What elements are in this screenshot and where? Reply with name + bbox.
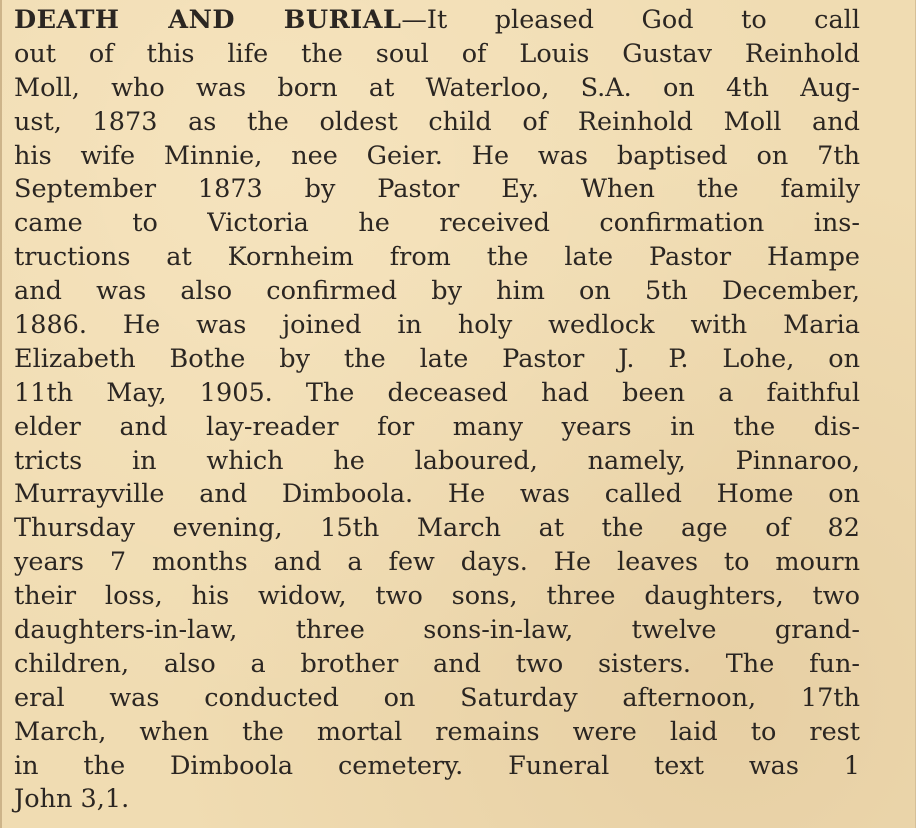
article-line-6: September 1873 by Pastor Ey. When the family: [14, 174, 860, 205]
article-line-11: Elizabeth Bothe by the late Pastor J. P. Lohe, on: [14, 343, 860, 374]
article-line-1-text: —It pleased God to call: [401, 5, 860, 35]
article-line-22: March, when the mortal remains were laid to rest: [14, 716, 860, 747]
article-line-4: ust, 1873 as the oldest child of Reinhold Moll and: [14, 106, 860, 137]
article-line-12: 11th May, 1905. The deceased had been a faithful: [14, 377, 860, 408]
article-line-13: elder and lay-reader for many years in the dis-: [14, 411, 860, 442]
article-line-21: eral was conducted on Saturday afternoon, 17th: [14, 682, 860, 713]
article-line-15: Murrayville and Dimboola. He was called Home on: [14, 479, 860, 510]
article-line-16: Thursday evening, 15th March at the age of 82: [14, 513, 860, 544]
article-line-3: Moll, who was born at Waterloo, S.A. on 4th Aug-: [14, 72, 860, 103]
article-line-7: came to Victoria he received confirmation ins-: [14, 208, 860, 239]
article-line-1: [2, 4, 916, 38]
article-line-18: their loss, his widow, two sons, three daughters, two: [14, 581, 860, 612]
article-line-10: 1886. He was joined in holy wedlock with Maria: [14, 310, 860, 341]
article-line-9: and was also confirmed by him on 5th December,: [14, 276, 860, 307]
article-heading: DEATH AND BURIAL: [14, 5, 402, 35]
article-line-23: in the Dimboola cemetery. Funeral text was 1: [14, 750, 860, 781]
article-line-5: his wife Minnie, nee Geier. He was baptised on 7th: [14, 140, 860, 171]
article-line-19: daughters-in-law, three sons-in-law, twelve grand-: [14, 615, 860, 646]
article-line-14: tricts in which he laboured, namely, Pinnaroo,: [14, 445, 860, 476]
article-line-17: years 7 months and a few days. He leaves to mourn: [14, 547, 860, 578]
obituary-article: [2, 0, 916, 817]
article-line-24: John 3,1.: [14, 784, 130, 815]
article-line-2: out of this life the soul of Louis Gustav Reinhold: [14, 38, 860, 69]
article-line-8: tructions at Kornheim from the late Pastor Hampe: [14, 242, 860, 273]
article-line-20: children, also a brother and two sisters. The fun-: [14, 648, 860, 679]
